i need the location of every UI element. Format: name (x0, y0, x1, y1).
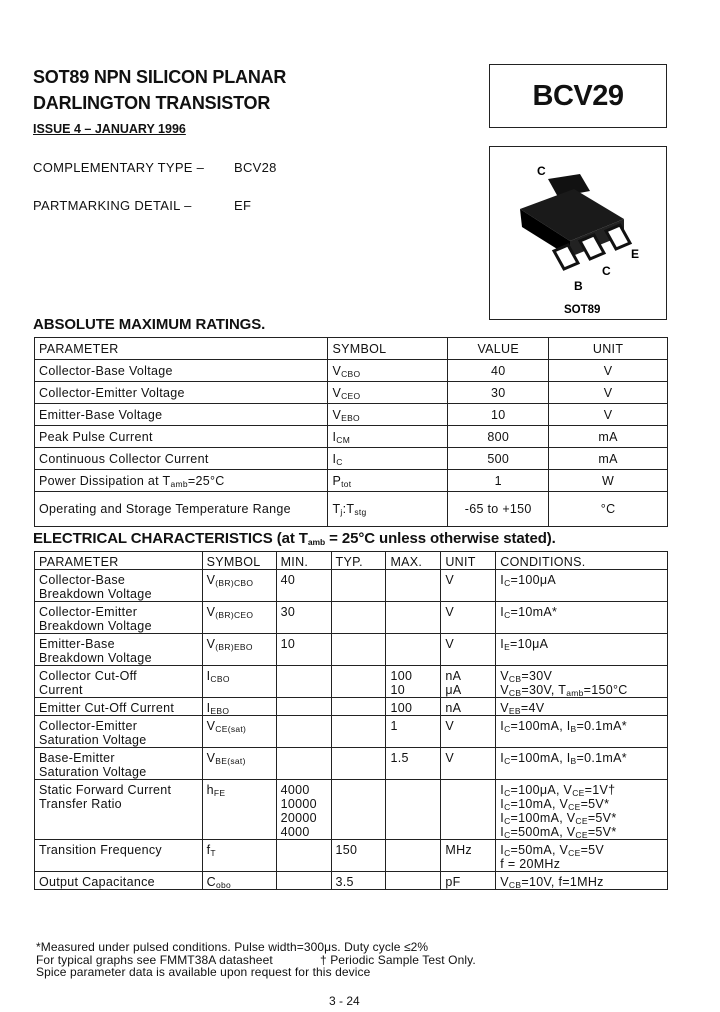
row-conditions (496, 602, 668, 634)
row-unit: mA (549, 426, 668, 448)
table-row (35, 780, 668, 840)
condition-line: $V_{CB}=30V$ (500, 669, 553, 684)
row-parameter: Collector-Base Voltage (35, 360, 328, 382)
row-parameter: Static Forward Current Transfer Ratio (35, 780, 203, 840)
row-parameter: Base-Emitter Saturation Voltage (35, 748, 203, 780)
row-symbol: $I_{EBO}$ (202, 698, 276, 716)
row-conditions (496, 634, 668, 666)
elec-heading-text: ELECTRICAL CHARACTERISTICS (at T (33, 530, 308, 547)
row-max (386, 780, 441, 840)
table-row (35, 570, 668, 602)
row-symbol: $V_{EBO}$ (328, 404, 448, 426)
table-row (35, 448, 668, 470)
row-typ (331, 748, 386, 780)
row-typ: 150 (331, 840, 386, 872)
row-parameter: Collector Cut-Off Current (35, 666, 203, 698)
pin-label-c: C (602, 264, 611, 278)
row-max (386, 570, 441, 602)
footnote-spice: Spice parameter data is available upon request for this device (36, 965, 371, 979)
header-min: MIN. (276, 552, 331, 570)
condition-line: $I_C=500mA$, $V_{CE}=5V*$ (500, 825, 617, 840)
row-unit: V (441, 602, 496, 634)
elec-heading-tail: = 25°C unless otherwise stated). (325, 530, 556, 547)
row-symbol: $I_{CM}$ (328, 426, 448, 448)
condition-line: f = 20MHz (500, 857, 561, 871)
table-row (35, 492, 668, 527)
row-value: 40 (448, 360, 549, 382)
condition-line: $V_{CB}=30V$, $T_{amb}=150^\circ C$ (500, 683, 628, 698)
row-unit: nA μA (441, 666, 496, 698)
row-value: -65 to +150 (448, 492, 549, 527)
condition-line: $I_C=100\mu A$, $V_{CE}=1V\dagger$ (500, 783, 616, 798)
row-unit: V (549, 360, 668, 382)
row-parameter: Transition Frequency (35, 840, 203, 872)
row-min (276, 666, 331, 698)
table-row (35, 748, 668, 780)
row-parameter: Operating and Storage Temperature Range (35, 492, 328, 527)
row-unit: mA (549, 448, 668, 470)
table-row (35, 404, 668, 426)
table-row (35, 634, 668, 666)
row-unit: °C (549, 492, 668, 527)
row-value: 30 (448, 382, 549, 404)
header-value: VALUE (448, 338, 549, 360)
row-symbol: $V_{BE(sat)}$ (202, 748, 276, 780)
pin-label-b: B (574, 279, 583, 293)
header-unit: UNIT (441, 552, 496, 570)
row-unit: nA (441, 698, 496, 716)
condition-line: $I_C=100mA$, $I_B=0.1mA*$ (500, 719, 627, 734)
row-symbol: $V_{CBO}$ (328, 360, 448, 382)
row-typ (331, 698, 386, 716)
row-unit: V (549, 382, 668, 404)
row-value: 500 (448, 448, 549, 470)
condition-line: $I_C=100mA$, $I_B=0.1mA*$ (500, 751, 627, 766)
row-typ (331, 666, 386, 698)
row-max (386, 602, 441, 634)
row-max: 100 (386, 698, 441, 716)
row-symbol: $V_{CE(sat)}$ (202, 716, 276, 748)
row-unit: V (549, 404, 668, 426)
row-typ (331, 602, 386, 634)
row-max (386, 840, 441, 872)
condition-line: $V_{EB}=4V$ (500, 701, 545, 716)
row-min (276, 840, 331, 872)
row-min (276, 872, 331, 890)
row-symbol: $I_{CBO}$ (202, 666, 276, 698)
table-row (35, 716, 668, 748)
row-parameter: Collector-Emitter Saturation Voltage (35, 716, 203, 748)
row-conditions (496, 570, 668, 602)
row-conditions (496, 872, 668, 890)
header-parameter: PARAMETER (35, 338, 328, 360)
row-symbol: $P_{tot}$ (328, 470, 448, 492)
issue-date: ISSUE 4 – JANUARY 1996 (33, 122, 186, 136)
row-unit: V (441, 634, 496, 666)
row-typ (331, 570, 386, 602)
partmarking-label: PARTMARKING DETAIL – (33, 198, 192, 213)
table-row (35, 666, 668, 698)
row-symbol: $f_T$ (202, 840, 276, 872)
title-line-1: SOT89 NPN SILICON PLANAR (33, 67, 287, 87)
table-row (35, 382, 668, 404)
page-number: 3 - 24 (329, 994, 360, 1008)
condition-line: $I_E=10\mu A$ (500, 637, 549, 652)
row-parameter: Collector-Emitter Breakdown Voltage (35, 602, 203, 634)
row-conditions (496, 698, 668, 716)
header-unit: UNIT (549, 338, 668, 360)
row-parameter: Power Dissipation at $T_{amb}=25^\circ C$ (35, 470, 328, 492)
header-symbol: SYMBOL (202, 552, 276, 570)
row-unit: V (441, 748, 496, 780)
table-header-row (35, 338, 668, 360)
row-min: 4000 10000 20000 4000 (276, 780, 331, 840)
row-unit: W (549, 470, 668, 492)
row-max: 1 (386, 716, 441, 748)
header-conditions: CONDITIONS. (496, 552, 668, 570)
row-typ (331, 780, 386, 840)
table-row (35, 602, 668, 634)
row-unit: V (441, 716, 496, 748)
abs-max-heading: ABSOLUTE MAXIMUM RATINGS. (33, 316, 266, 333)
condition-line: $I_C=100\mu A$ (500, 573, 557, 588)
row-parameter: Emitter-Base Breakdown Voltage (35, 634, 203, 666)
table-row (35, 840, 668, 872)
part-number-box (489, 64, 667, 128)
row-typ: 3.5 (331, 872, 386, 890)
complementary-label: COMPLEMENTARY TYPE – (33, 160, 205, 175)
elec-heading-sub: amb (307, 537, 326, 547)
header-parameter: PARAMETER (35, 552, 203, 570)
row-unit: pF (441, 872, 496, 890)
row-max (386, 872, 441, 890)
header-max: MAX. (386, 552, 441, 570)
row-symbol: $I_C$ (328, 448, 448, 470)
row-symbol: $T_j:T_{stg}$ (328, 492, 448, 527)
footnote-graphs: For typical graphs see FMMT38A datasheet (36, 953, 273, 967)
row-parameter: Emitter-Base Voltage (35, 404, 328, 426)
row-conditions (496, 666, 668, 698)
footnote-periodic: † Periodic Sample Test Only. (320, 953, 476, 967)
row-parameter: Peak Pulse Current (35, 426, 328, 448)
row-max: 100 10 (386, 666, 441, 698)
row-parameter: Continuous Collector Current (35, 448, 328, 470)
row-min (276, 698, 331, 716)
row-value: 1 (448, 470, 549, 492)
row-symbol: $V_{(BR)EBO}$ (202, 634, 276, 666)
row-conditions (496, 840, 668, 872)
package-diagram (489, 146, 667, 320)
table-row (35, 698, 668, 716)
row-symbol: $C_{obo}$ (202, 872, 276, 890)
row-symbol: $V_{(BR)CEO}$ (202, 602, 276, 634)
part-number: BCV29 (532, 79, 624, 112)
table-header-row (35, 552, 668, 570)
row-min (276, 716, 331, 748)
footnote-pulsed: *Measured under pulsed conditions. Pulse width=300μs. Duty cycle ≤2% (36, 940, 429, 954)
title-line-2: DARLINGTON TRANSISTOR (33, 93, 271, 113)
row-unit: V (441, 570, 496, 602)
row-max: 1.5 (386, 748, 441, 780)
condition-line: $I_C=10mA$, $V_{CE}=5V*$ (500, 797, 610, 812)
partmarking-value: EF (234, 198, 252, 213)
row-typ (331, 716, 386, 748)
header-typ: TYP. (331, 552, 386, 570)
row-parameter: Collector-Base Breakdown Voltage (35, 570, 203, 602)
pin-label-c-top: C (537, 164, 546, 178)
table-row (35, 426, 668, 448)
row-symbol: $V_{CEO}$ (328, 382, 448, 404)
row-min: 10 (276, 634, 331, 666)
row-parameter: Collector-Emitter Voltage (35, 382, 328, 404)
row-conditions (496, 716, 668, 748)
elec-char-table (34, 551, 668, 890)
complementary-value: BCV28 (234, 160, 277, 175)
abs-max-table (34, 337, 668, 527)
row-unit: MHz (441, 840, 496, 872)
header-symbol: SYMBOL (328, 338, 448, 360)
row-symbol: $h_{FE}$ (202, 780, 276, 840)
row-value: 800 (448, 426, 549, 448)
condition-line: $I_C=10mA*$ (500, 605, 558, 620)
condition-line: $I_C=50mA$, $V_{CE}=5V$ (500, 843, 605, 858)
sot89-package-drawing (490, 147, 665, 318)
row-parameter: Output Capacitance (35, 872, 203, 890)
condition-line: $I_C=100mA$, $V_{CE}=5V*$ (500, 811, 617, 826)
row-max (386, 634, 441, 666)
row-min: 30 (276, 602, 331, 634)
row-min: 40 (276, 570, 331, 602)
row-conditions (496, 780, 668, 840)
row-min (276, 748, 331, 780)
row-conditions (496, 748, 668, 780)
row-value: 10 (448, 404, 549, 426)
table-row (35, 872, 668, 890)
row-symbol: $V_{(BR)CBO}$ (202, 570, 276, 602)
condition-line: $V_{CB}=10V$, f=1MHz (500, 875, 604, 890)
table-row (35, 360, 668, 382)
table-row (35, 470, 668, 492)
elec-heading (33, 530, 556, 547)
row-typ (331, 634, 386, 666)
pin-label-e: E (631, 247, 640, 261)
row-parameter: Emitter Cut-Off Current (35, 698, 203, 716)
row-unit (441, 780, 496, 840)
package-name: SOT89 (564, 304, 601, 316)
